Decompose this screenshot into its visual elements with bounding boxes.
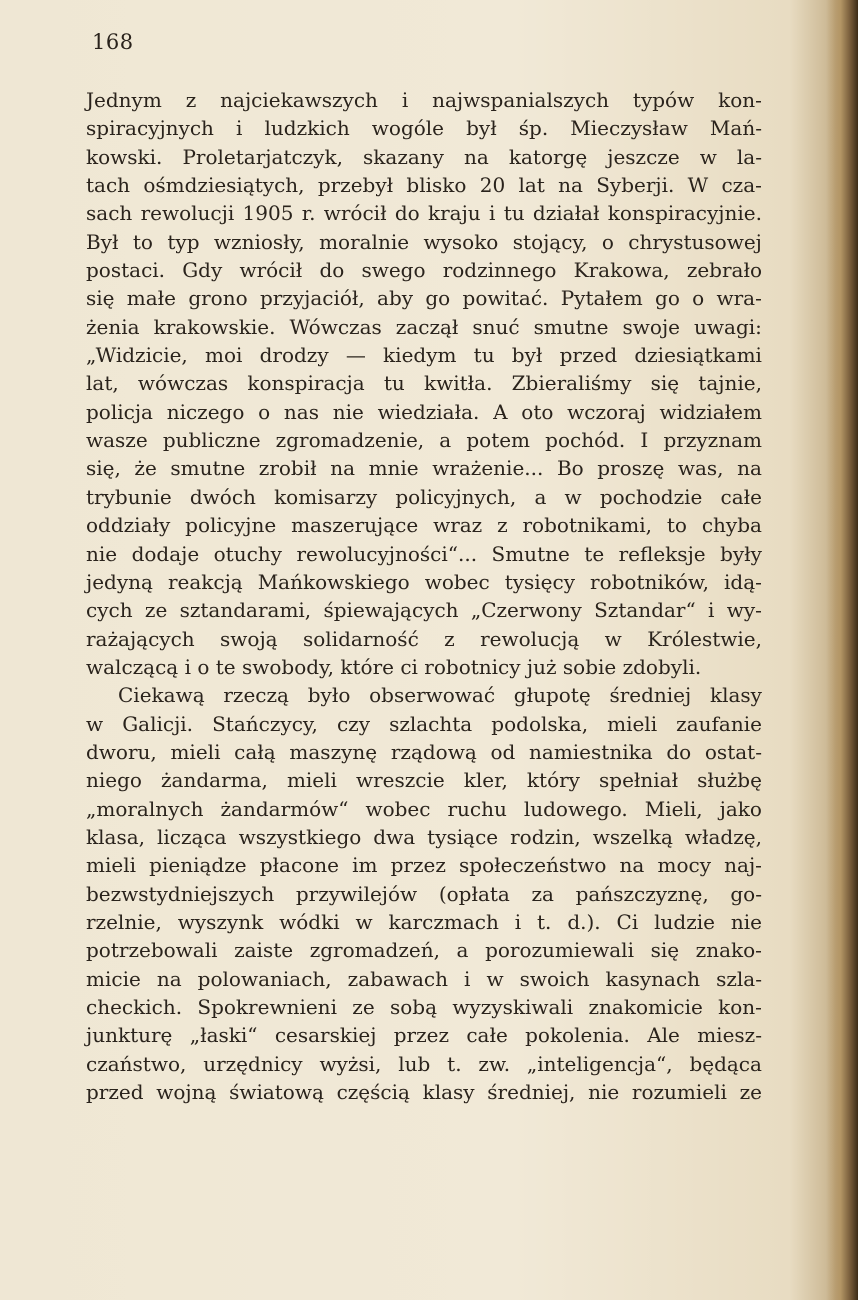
text-line: junkturę „łaski“ cesarskiej przez całe pokolenia. Ale miesz- bbox=[86, 1023, 762, 1048]
text-line: Był to typ wzniosły, moralnie wysoko stojący, o chrystusowej bbox=[86, 229, 762, 254]
text-line: nie dodaje otuchy rewolucyjności“... Smutne te refleksje były bbox=[86, 541, 762, 566]
text-line: wasze publiczne zgromadzenie, a potem pochód. I przyznam bbox=[86, 428, 762, 453]
text-line: się, że smutne zrobił na mnie wrażenie... Bo proszę was, na bbox=[86, 456, 762, 481]
text-line: się małe grono przyjaciół, aby go powitać. Pytałem go o wra- bbox=[86, 286, 762, 311]
text-line: „moralnych żandarmów“ wobec ruchu ludowego. Mieli, jako bbox=[86, 796, 762, 821]
text-line: przed wojną światową częścią klasy średniej, nie rozumieli ze bbox=[86, 1080, 762, 1105]
text-line: „Widzicie, moi drodzy — kiedym tu był przed dziesiątkami bbox=[86, 343, 762, 368]
text-line: walczącą i o te swobody, które ci robotnicy już sobie zdobyli. bbox=[86, 654, 702, 679]
text-line: kowski. Proletarjatczyk, skazany na katorgę jeszcze w la- bbox=[86, 144, 762, 169]
text-line: spiracyjnych i ludzkich wogóle był śp. Mieczysław Mań- bbox=[86, 116, 762, 141]
text-line: rzelnie, wyszynk wódki w karczmach i t. d.). Ci ludzie nie bbox=[86, 909, 762, 934]
text-line: postaci. Gdy wrócił do swego rodzinnego Krakowa, zebrało bbox=[86, 258, 762, 283]
text-line: tach ośmdziesiątych, przebył blisko 20 lat na Syberji. W cza- bbox=[86, 173, 762, 198]
text-line: niego żandarma, mieli wreszcie kler, który spełniał służbę bbox=[86, 768, 762, 793]
text-line: rażających swoją solidarność z rewolucją w Królestwie, bbox=[86, 626, 762, 651]
text-line: policja niczego o nas nie wiedziała. A oto wczoraj widziałem bbox=[86, 399, 762, 424]
text-line: Ciekawą rzeczą było obserwować głupotę średniej klasy bbox=[118, 683, 762, 708]
text-line: czaństwo, urzędnicy wyżsi, lub t. zw. „inteligencja“, będąca bbox=[86, 1051, 762, 1076]
text-line: jedyną reakcją Mańkowskiego wobec tysięcy robotników, idą- bbox=[86, 569, 762, 594]
text-line: cych ze sztandarami, śpiewających „Czerwony Sztandar“ i wy- bbox=[86, 598, 762, 623]
paragraphs bbox=[86, 86, 762, 1106]
body-text bbox=[86, 86, 762, 1106]
text-line: Jednym z najciekawszych i najwspanialszych typów kon- bbox=[86, 88, 762, 112]
text-line: bezwstydniejszych przywilejów (opłata za pańszczyznę, go- bbox=[86, 881, 762, 906]
paragraph bbox=[86, 86, 762, 681]
text-line: micie na polowaniach, zabawach i w swoich kasynach szla- bbox=[86, 966, 762, 991]
text-line: sach rewolucji 1905 r. wrócił do kraju i tu działał konspiracyjnie. bbox=[86, 201, 762, 226]
text-line: potrzebowali zaiste zgromadzeń, a porozumiewali się znako- bbox=[86, 938, 762, 963]
book-gutter-edge bbox=[826, 0, 858, 1300]
text-line: w Galicji. Stańczycy, czy szlachta podolska, mieli zaufanie bbox=[86, 711, 762, 736]
text-line: lat, wówczas konspiracja tu kwitła. Zbieraliśmy się tajnie, bbox=[86, 371, 762, 396]
text-line: checkich. Spokrewnieni ze sobą wyzyskiwali znakomicie kon- bbox=[86, 995, 762, 1019]
text-line: mieli pieniądze płacone im przez społeczeństwo na mocy naj- bbox=[86, 853, 762, 878]
text-line: oddziały policyjne maszerujące wraz z robotnikami, to chyba bbox=[86, 513, 762, 538]
text-line: dworu, mieli całą maszynę rządową od namiestnika do ostat- bbox=[86, 739, 762, 764]
text-line: trybunie dwóch komisarzy policyjnych, a w pochodzie całe bbox=[86, 484, 762, 509]
paragraph bbox=[86, 681, 762, 1106]
text-line: klasa, licząca wszystkiego dwa tysiące rodzin, wszelką władzę, bbox=[86, 824, 762, 849]
page-number: 168 bbox=[92, 30, 134, 54]
text-line: żenia krakowskie. Wówczas zaczął snuć smutne swoje uwagi: bbox=[86, 314, 762, 339]
